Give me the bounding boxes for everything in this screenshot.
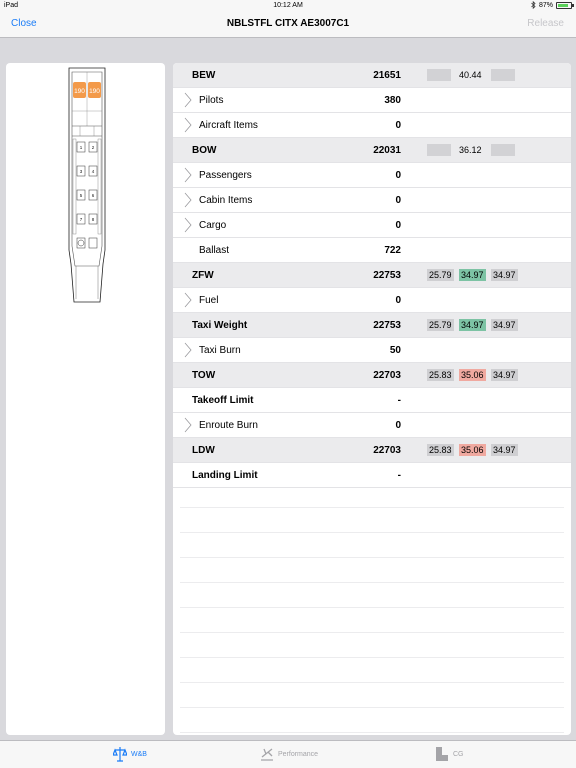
seat-number: 3 bbox=[79, 169, 83, 174]
empty-row bbox=[180, 683, 564, 708]
page-title: NBLSTFL CITX AE3007C1 bbox=[226, 18, 350, 29]
bluetooth-icon bbox=[531, 1, 536, 9]
mac-aft-limit: 34.97 bbox=[493, 270, 516, 280]
aircraft-seat-map bbox=[66, 66, 108, 304]
chevron-right-icon bbox=[184, 342, 192, 358]
status-bar bbox=[0, 0, 576, 12]
release-button[interactable]: Release bbox=[527, 18, 564, 29]
seat-map-panel bbox=[6, 63, 165, 735]
row-value: 0 bbox=[395, 120, 401, 131]
row-value: 0 bbox=[395, 195, 401, 206]
row-label: Cargo bbox=[199, 220, 227, 231]
row-label: TOW bbox=[192, 370, 216, 381]
row-value: 0 bbox=[395, 220, 401, 231]
mac-blank bbox=[427, 69, 451, 81]
row-value: 22753 bbox=[373, 320, 401, 331]
row-value: 0 bbox=[395, 295, 401, 306]
row-value: 722 bbox=[384, 245, 401, 256]
table-row-taxi-burn[interactable] bbox=[173, 338, 571, 363]
row-label: BEW bbox=[192, 70, 216, 81]
mac-aft-limit: 34.97 bbox=[493, 320, 516, 330]
empty-row bbox=[180, 483, 564, 508]
empty-row bbox=[180, 708, 564, 733]
balance-icon bbox=[113, 746, 127, 762]
table-row-ballast[interactable] bbox=[173, 238, 571, 263]
carrier-label: iPad bbox=[4, 2, 19, 9]
chevron-right-icon bbox=[184, 192, 192, 208]
mac-blank bbox=[491, 69, 515, 81]
row-value: 22031 bbox=[373, 145, 401, 156]
row-value: - bbox=[397, 470, 401, 481]
empty-row bbox=[180, 533, 564, 558]
battery-icon bbox=[556, 2, 572, 9]
seat-number: 4 bbox=[91, 169, 95, 174]
pilot-seat-right-weight: 190 bbox=[89, 88, 100, 95]
mac-aft-limit: 34.97 bbox=[493, 370, 516, 380]
empty-row bbox=[180, 608, 564, 633]
tab-label: Performance bbox=[278, 750, 319, 758]
mac-forward-limit: 25.83 bbox=[429, 445, 452, 455]
row-label: Taxi Weight bbox=[192, 320, 248, 331]
table-row-tow bbox=[173, 363, 571, 388]
row-value: - bbox=[397, 395, 401, 406]
row-label: Takeoff Limit bbox=[192, 395, 254, 406]
row-label: Ballast bbox=[199, 245, 230, 256]
tab-bar bbox=[0, 740, 576, 768]
seat-number: 1 bbox=[79, 145, 83, 150]
table-row-bew bbox=[173, 63, 571, 88]
row-label: Enroute Burn bbox=[199, 420, 258, 431]
table-row-enroute-burn[interactable] bbox=[173, 413, 571, 438]
tab-label: W&B bbox=[131, 750, 147, 758]
row-label: Pilots bbox=[199, 95, 224, 106]
row-label: Cabin Items bbox=[199, 195, 253, 206]
row-label: Landing Limit bbox=[192, 470, 258, 481]
mac-value: 36.12 bbox=[459, 145, 482, 155]
table-row-cargo[interactable] bbox=[173, 213, 571, 238]
mac-current: 35.06 bbox=[461, 445, 484, 455]
row-value: 0 bbox=[395, 420, 401, 431]
row-value: 380 bbox=[384, 95, 401, 106]
chevron-right-icon bbox=[184, 117, 192, 133]
pilot-seat-left-weight: 190 bbox=[74, 88, 85, 95]
seat-number: 8 bbox=[91, 217, 95, 222]
tab-wb[interactable] bbox=[113, 746, 147, 762]
row-value: 22753 bbox=[373, 270, 401, 281]
empty-row bbox=[180, 583, 564, 608]
tab-performance[interactable] bbox=[260, 746, 318, 762]
battery-level bbox=[558, 4, 568, 7]
row-label: Passengers bbox=[199, 170, 252, 181]
takeoff-icon bbox=[260, 746, 274, 762]
row-value: 22703 bbox=[373, 370, 401, 381]
table-row-takeoff-limit bbox=[173, 388, 571, 413]
row-value: 22703 bbox=[373, 445, 401, 456]
seat-number: 6 bbox=[91, 193, 95, 198]
table-row-aircraft-items[interactable] bbox=[173, 113, 571, 138]
mac-blank bbox=[491, 144, 515, 156]
mac-aft-limit: 34.97 bbox=[493, 445, 516, 455]
weight-balance-table bbox=[173, 63, 571, 735]
row-value: 50 bbox=[389, 345, 401, 356]
chevron-right-icon bbox=[184, 292, 192, 308]
empty-row bbox=[180, 633, 564, 658]
clock: 10:12 AM bbox=[273, 2, 303, 9]
navigation-bar bbox=[0, 12, 576, 38]
table-row-zfw bbox=[173, 263, 571, 288]
seat-number: 7 bbox=[79, 217, 83, 222]
mac-forward-limit: 25.83 bbox=[429, 370, 452, 380]
table-row-fuel[interactable] bbox=[173, 288, 571, 313]
mac-forward-limit: 25.79 bbox=[429, 270, 452, 280]
table-row-ldw bbox=[173, 438, 571, 463]
mac-current: 34.97 bbox=[461, 270, 484, 280]
tab-label: CG bbox=[453, 750, 464, 758]
row-label: Fuel bbox=[199, 295, 219, 306]
table-row-cabin-items[interactable] bbox=[173, 188, 571, 213]
row-value: 21651 bbox=[373, 70, 401, 81]
seat-number: 2 bbox=[91, 145, 95, 150]
row-label: ZFW bbox=[192, 270, 214, 281]
table-row-bow bbox=[173, 138, 571, 163]
row-label: LDW bbox=[192, 445, 215, 456]
empty-row bbox=[180, 658, 564, 683]
table-row-pilots[interactable] bbox=[173, 88, 571, 113]
battery-percent: 87% bbox=[538, 1, 553, 9]
mac-current: 34.97 bbox=[461, 320, 484, 330]
row-value: 0 bbox=[395, 170, 401, 181]
table-row-passengers[interactable] bbox=[173, 163, 571, 188]
mac-forward-limit: 25.79 bbox=[429, 320, 452, 330]
chevron-right-icon bbox=[184, 92, 192, 108]
chevron-right-icon bbox=[184, 417, 192, 433]
close-button[interactable]: Close bbox=[11, 18, 37, 29]
status-right bbox=[531, 1, 572, 9]
chevron-right-icon bbox=[184, 217, 192, 233]
empty-row bbox=[180, 508, 564, 533]
mac-blank bbox=[427, 144, 451, 156]
table-row-taxi-weight bbox=[173, 313, 571, 338]
empty-row bbox=[180, 558, 564, 583]
tab-cg[interactable] bbox=[435, 746, 464, 762]
mac-current: 35.06 bbox=[461, 370, 484, 380]
row-label: Taxi Burn bbox=[199, 345, 241, 356]
seat-number: 5 bbox=[79, 193, 83, 198]
chevron-right-icon bbox=[184, 167, 192, 183]
row-label: Aircraft Items bbox=[199, 120, 258, 131]
mac-value: 40.44 bbox=[459, 70, 482, 80]
row-label: BOW bbox=[192, 145, 217, 156]
cg-chart-icon bbox=[435, 746, 449, 762]
